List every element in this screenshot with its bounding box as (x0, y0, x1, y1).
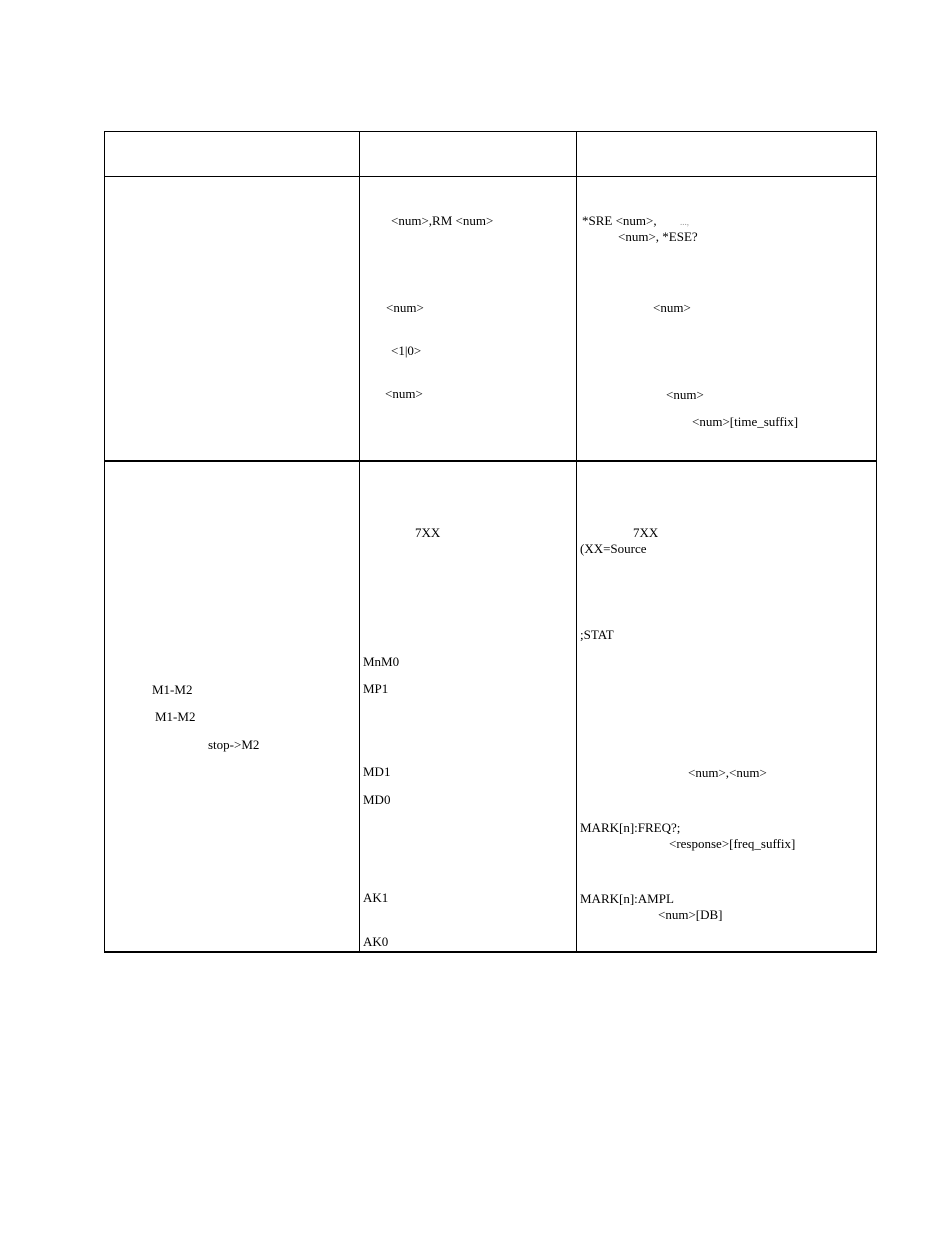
cell-sre: *SRE <num>, (582, 213, 657, 228)
cell-num-1: <num> (386, 300, 424, 315)
section-divider (104, 460, 877, 462)
cell-mark-freq: MARK[n]:FREQ?; (580, 820, 681, 835)
cell-scpi-num-a: <num> (653, 300, 691, 315)
cell-scpi-num-time: <num>[time_suffix] (692, 414, 799, 429)
cell-ak0: AK0 (363, 934, 389, 949)
cell-ak1: AK1 (363, 890, 389, 905)
cell-7xx: 7XX (415, 525, 441, 540)
cell-stat: ;STAT (580, 627, 614, 642)
header-row-divider (104, 176, 877, 177)
cell-one-or-zero: <1|0> (391, 343, 422, 358)
cell-scpi-num-b: <num> (666, 387, 704, 402)
cell-mp1: MP1 (363, 681, 389, 696)
column-divider-2 (576, 131, 577, 953)
column-divider-1 (359, 131, 360, 953)
cell-sre-faint: ..., (680, 217, 689, 227)
cell-mnm0: MnM0 (363, 654, 400, 669)
cell-num-rm-num: <num>,RM <num> (391, 213, 494, 228)
cell-num-2: <num> (385, 386, 423, 401)
cell-md1: MD1 (363, 764, 391, 779)
cell-md0: MD0 (363, 792, 391, 807)
cell-response-freq: <response>[freq_suffix] (669, 836, 796, 851)
cell-m1-m2-b: M1-M2 (155, 709, 196, 724)
cell-xx-source: (XX=Source (580, 541, 647, 556)
cell-m1-m2-a: M1-M2 (152, 682, 193, 697)
cell-mark-ampl: MARK[n]:AMPL (580, 891, 674, 906)
cell-num-db: <num>[DB] (658, 907, 723, 922)
cell-ese: <num>, *ESE? (618, 229, 698, 244)
command-table (104, 131, 877, 953)
cell-num-num: <num>,<num> (688, 765, 767, 780)
cell-stop-m2: stop->M2 (208, 737, 260, 752)
cell-scpi-7xx: 7XX (633, 525, 659, 540)
